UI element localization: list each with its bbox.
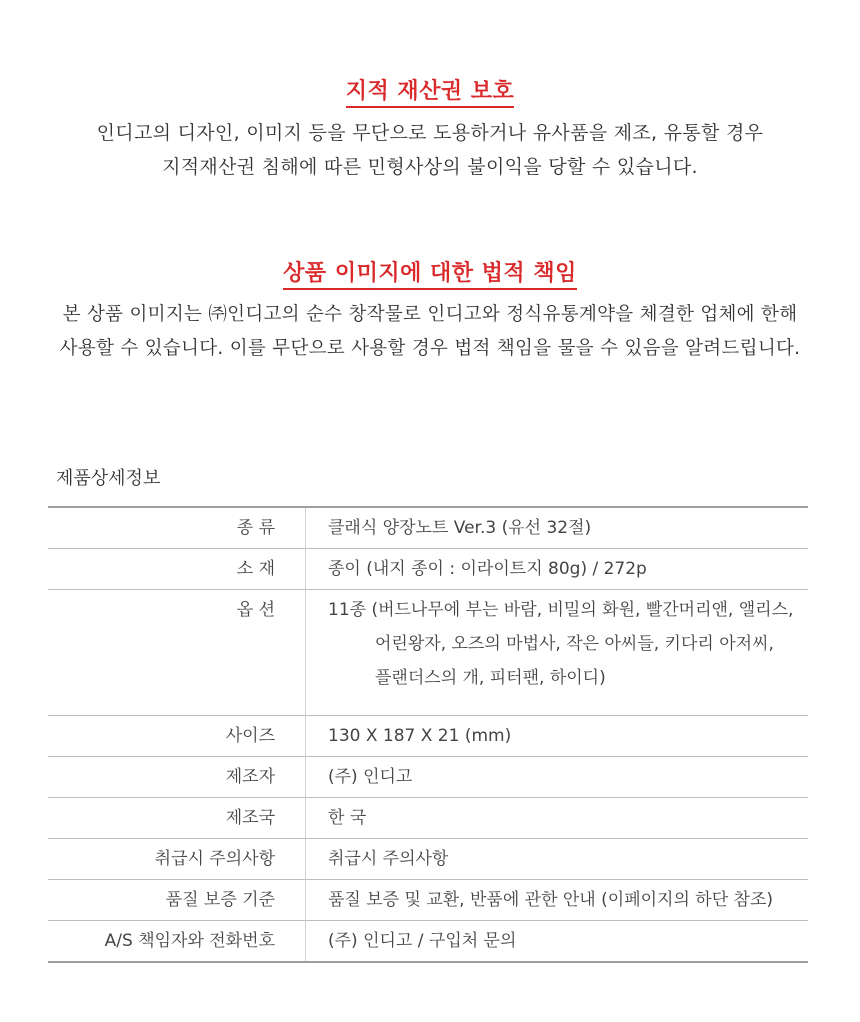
- product-details-heading: 제품상세정보: [56, 468, 161, 489]
- legal-responsibility-title: 상품 이미지에 대한 법적 책임: [283, 260, 577, 290]
- spec-value-type: 클래식 양장노트 Ver.3 (유선 32절): [328, 518, 592, 538]
- table-row: [48, 549, 808, 590]
- spec-label-country: 제조국: [48, 798, 306, 839]
- spec-value-handling: 취급시 주의사항: [328, 849, 449, 869]
- spec-value-country: 한 국: [328, 808, 367, 828]
- legal-responsibility-line-2: 사용할 수 있습니다. 이를 무단으로 사용할 경우 법적 책임을 물을 수 있음을 알려드립니다.: [59, 338, 801, 359]
- spec-label-handling: 취급시 주의사항: [48, 839, 306, 880]
- spec-value-size: 130 X 187 X 21 (mm): [328, 726, 512, 746]
- legal-responsibility-notice: [0, 260, 860, 366]
- spec-label-type: 종 류: [48, 507, 306, 549]
- ip-protection-line-1: 인디고의 디자인, 이미지 등을 무단으로 도용하거나 유사품을 제조, 유통할 경우: [96, 122, 764, 144]
- ip-protection-body: [0, 116, 860, 184]
- ip-protection-title: 지적 재산권 보호: [346, 78, 515, 108]
- table-row: [48, 757, 808, 798]
- spec-label-as-contact: A/S 책임자와 전화번호: [48, 921, 306, 963]
- options-line-2: 어린왕자, 오즈의 마법사, 작은 아씨들, 키다리 아저씨,: [375, 634, 774, 654]
- product-details-table: [48, 506, 808, 963]
- spec-label-manufacturer: 제조자: [48, 757, 306, 798]
- table-row: [48, 798, 808, 839]
- table-row: [48, 507, 808, 549]
- spec-value-options: [306, 590, 809, 716]
- spec-value-material: 종이 (내지 종이 : 이라이트지 80g) / 272p: [328, 559, 647, 579]
- spec-label-size: 사이즈: [48, 716, 306, 757]
- table-row: [48, 880, 808, 921]
- spec-label-options: 옵 션: [48, 590, 306, 716]
- spec-label-quality: 품질 보증 기준: [48, 880, 306, 921]
- spec-value-manufacturer: (주) 인디고: [328, 767, 413, 787]
- spec-value-quality: 품질 보증 및 교환, 반품에 관한 안내 (이페이지의 하단 참조): [328, 890, 774, 910]
- legal-responsibility-line-1: 본 상품 이미지는 ㈜인디고의 순수 창작물로 인디고와 정식유통계약을 체결한 업체에 한해: [62, 304, 798, 325]
- spec-value-as-contact: (주) 인디고 / 구입처 문의: [328, 931, 517, 951]
- table-row: [48, 716, 808, 757]
- table-row: [48, 839, 808, 880]
- spec-label-material: 소 재: [48, 549, 306, 590]
- table-row: [48, 590, 808, 716]
- options-line-1: 11종 (버드나무에 부는 바람, 비밀의 화원, 빨간머리앤, 앨리스,: [328, 600, 794, 620]
- options-line-3: 플랜더스의 개, 피터팬, 하이디): [375, 668, 606, 688]
- ip-protection-notice: [0, 78, 860, 184]
- ip-protection-line-2: 지적재산권 침해에 따른 민형사상의 불이익을 당할 수 있습니다.: [162, 156, 698, 178]
- table-row: [48, 921, 808, 963]
- legal-responsibility-body: [0, 298, 860, 366]
